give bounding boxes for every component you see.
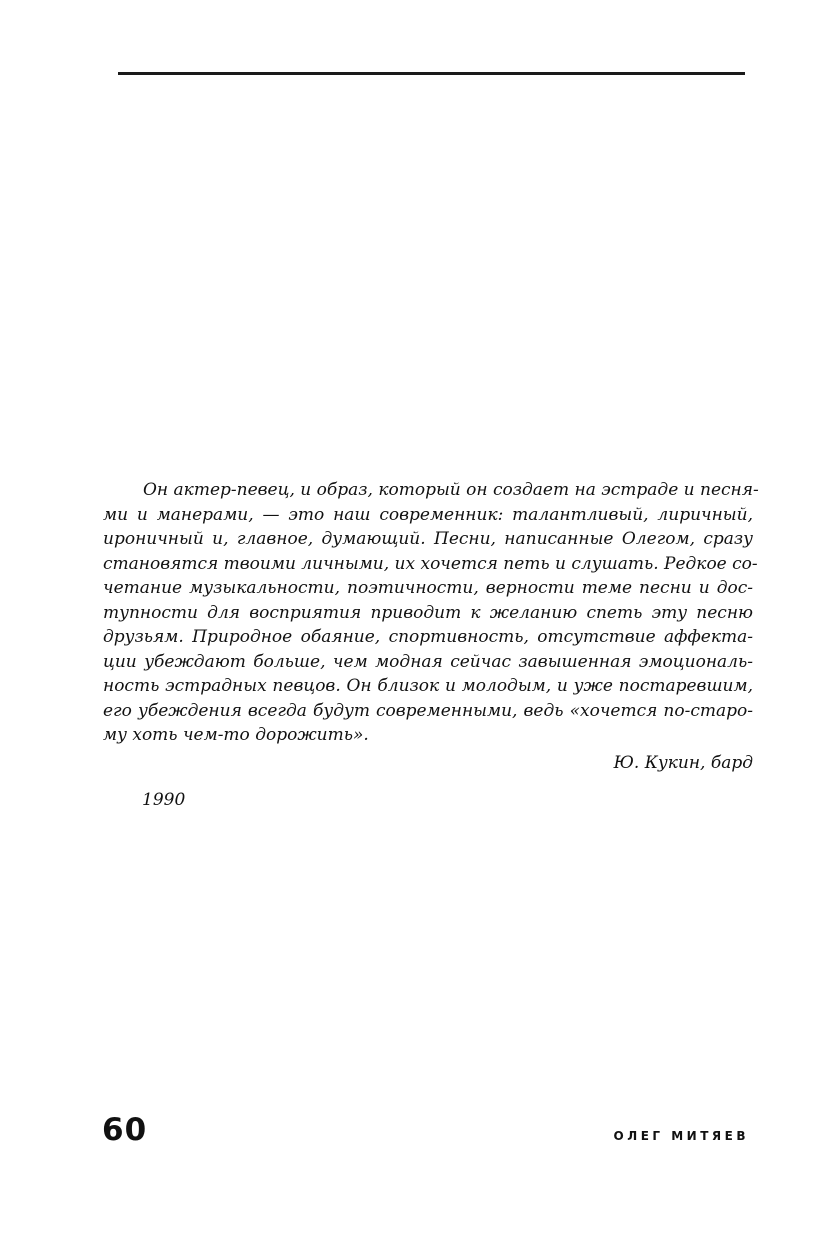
page-number: 60	[102, 1112, 148, 1148]
quote-line: ми и манерами, — это наш современник: талантливый, лиричный,	[103, 504, 753, 525]
quote-line: ироничный и, главное, думающий. Песни, написанные Олегом, сразу	[103, 529, 753, 549]
quote-block	[103, 478, 759, 748]
quote-line: его убеждения всегда будут современными, ведь «хочется по-старо-	[103, 700, 753, 721]
quote-line: ции убеждают больше, чем модная сейчас завышенная эмоциональ-	[103, 651, 753, 672]
header-rule	[118, 72, 745, 75]
quote-line: му хоть чем-то дорожить».	[103, 725, 369, 745]
quote-line: становятся твоими личными, их хочется петь и слушать. Редкое со-	[103, 553, 758, 574]
quote-line: четание музыкальности, поэтичности, верности теме песни и дос-	[103, 578, 753, 598]
running-footer-title: ОЛЕГ МИТЯЕВ	[613, 1129, 749, 1143]
quote-line: Он актер-певец, и образ, который он создает на эстраде и песня-	[143, 480, 759, 500]
quote-line: тупности для восприятия приводит к желанию спеть эту песню	[103, 602, 753, 623]
quote-year: 1990	[142, 790, 186, 810]
quote-line: друзьям. Природное обаяние, спортивность, отсутствие аффекта-	[103, 627, 753, 647]
quote-line: ность эстрадных певцов. Он близок и молодым, и уже постаревшим,	[103, 676, 753, 696]
quote-attribution: Ю. Кукин, бард	[613, 753, 753, 773]
